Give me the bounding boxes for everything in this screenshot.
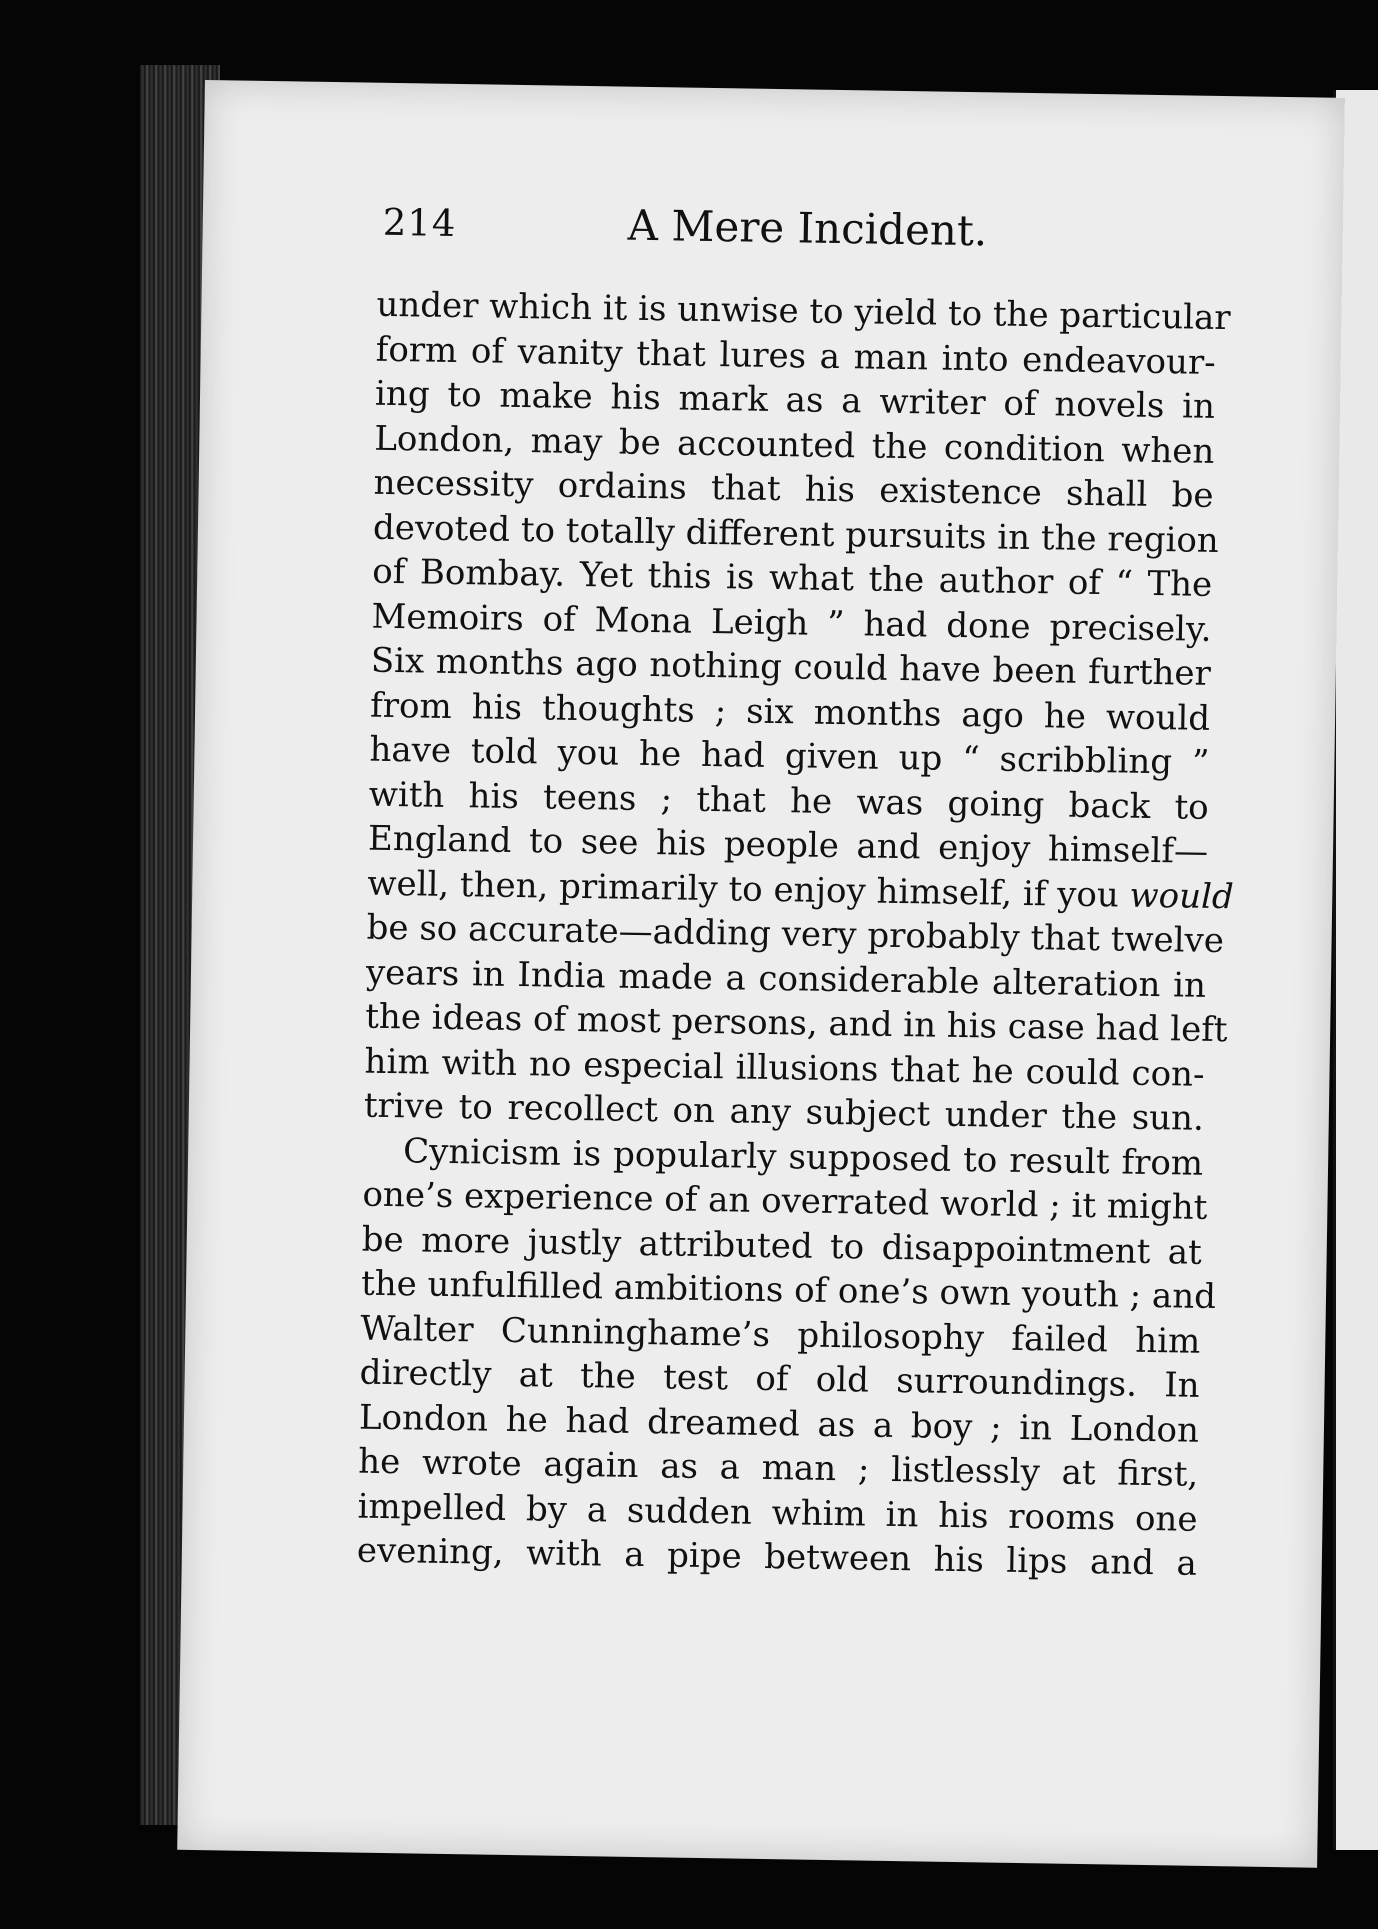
text-line: necessity ordains that his existence shall be bbox=[373, 462, 1214, 516]
text-line: be so accurate—adding very probably that twelve bbox=[366, 907, 1225, 962]
text-line: with his teens ; that he was going back to bbox=[368, 774, 1210, 828]
text-line: him with no especial illusions that he could con- bbox=[364, 1041, 1205, 1095]
text-line: London he had dreamed as a boy ; in London bbox=[358, 1397, 1200, 1451]
page-header bbox=[382, 201, 1103, 272]
text-line: form of vanity that lures a man into endeavour- bbox=[375, 329, 1217, 383]
text-line: years in India made a considerable alteration in bbox=[365, 952, 1207, 1006]
text-line: trive to recollect on any subject under the sun. bbox=[363, 1085, 1205, 1139]
paragraph-start-line: Cynicism is popularly supposed to result from bbox=[402, 1130, 1204, 1184]
text-line: one’s experience of an overrated world ; it might bbox=[362, 1174, 1208, 1228]
running-title: A Mere Incident. bbox=[627, 200, 988, 256]
text-line: devoted to totally different pursuits in the region bbox=[372, 507, 1220, 561]
text-line: he wrote again as a man ; listlessly at first, bbox=[358, 1441, 1199, 1495]
text-line: Walter Cunninghame’s philosophy failed him bbox=[360, 1308, 1201, 1362]
text-line: London, may be accounted the condition when bbox=[374, 418, 1215, 472]
text-line: England to see his people and enjoy himself— bbox=[367, 818, 1209, 872]
text-line: have told you he had given up “ scribbling ” bbox=[369, 729, 1210, 783]
text-line: the unfulfilled ambitions of one’s own youth ; and bbox=[360, 1263, 1217, 1318]
text-line: impelled by a sudden whim in his rooms one bbox=[357, 1486, 1198, 1540]
book-page bbox=[177, 80, 1345, 1868]
text-line: evening, with a pipe between his lips and a bbox=[356, 1530, 1198, 1584]
text-line-segment: well, then, primarily to enjoy himself, if you bbox=[367, 863, 1120, 915]
text-line: Memoirs of Mona Leigh ” had done precisely. bbox=[371, 596, 1212, 650]
italic-word: would bbox=[1129, 875, 1235, 917]
text-line: be more justly attributed to disappointment at bbox=[361, 1219, 1203, 1273]
page-number: 214 bbox=[382, 200, 457, 245]
text-line: directly at the test of old surroundings. In bbox=[359, 1352, 1200, 1406]
body-text bbox=[356, 283, 1235, 1587]
text-line: the ideas of most persons, and in his case had left bbox=[364, 996, 1228, 1051]
text-line: ing to make his mark as a writer of novels in bbox=[374, 373, 1216, 427]
text-line: from his thoughts ; six months ago he would bbox=[369, 685, 1211, 739]
text-line: under which it is unwise to yield to the particular bbox=[376, 284, 1231, 339]
text-line: Six months ago nothing could have been further bbox=[370, 640, 1212, 694]
text-line: of Bombay. Yet this is what the author of “ The bbox=[371, 551, 1213, 605]
